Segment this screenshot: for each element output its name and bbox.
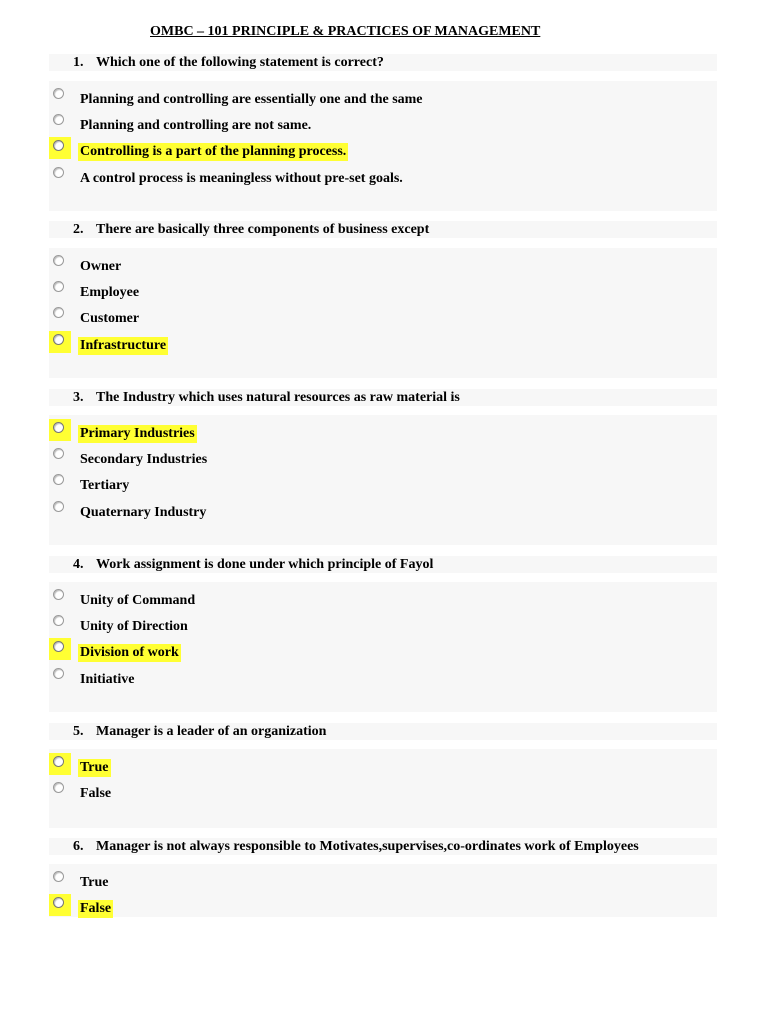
option-label: Planning and controlling are essentially one and the same bbox=[80, 92, 423, 107]
option-radio[interactable] bbox=[49, 471, 709, 497]
radio-icon[interactable] bbox=[53, 756, 64, 767]
option-radio[interactable] bbox=[49, 586, 709, 612]
option-radio[interactable] bbox=[49, 252, 709, 278]
question-number: 3. bbox=[73, 390, 84, 405]
radio-icon[interactable] bbox=[53, 641, 64, 652]
option-radio[interactable] bbox=[49, 419, 709, 445]
radio-icon[interactable] bbox=[53, 871, 64, 882]
option-label: Unity of Command bbox=[80, 593, 196, 608]
option-label: Controlling is a part of the planning process. bbox=[80, 144, 347, 159]
question-1 bbox=[49, 54, 717, 71]
option-radio[interactable] bbox=[49, 304, 709, 330]
question-3 bbox=[49, 389, 717, 406]
option-radio[interactable] bbox=[49, 779, 709, 805]
question-2 bbox=[49, 221, 717, 238]
option-radio[interactable] bbox=[49, 868, 709, 894]
question-4-options bbox=[49, 582, 717, 712]
question-number: 1. bbox=[73, 55, 84, 70]
radio-icon[interactable] bbox=[53, 615, 64, 626]
radio-icon[interactable] bbox=[53, 897, 64, 908]
question-3-options bbox=[49, 415, 717, 545]
option-radio[interactable] bbox=[49, 612, 709, 638]
option-label: Owner bbox=[80, 259, 122, 274]
question-number: 2. bbox=[73, 222, 84, 237]
option-label: Infrastructure bbox=[80, 338, 167, 353]
option-radio[interactable] bbox=[49, 445, 709, 471]
radio-icon[interactable] bbox=[53, 114, 64, 125]
radio-icon[interactable] bbox=[53, 501, 64, 512]
question-5 bbox=[49, 723, 717, 740]
option-radio[interactable] bbox=[49, 753, 709, 779]
option-label: Planning and controlling are not same. bbox=[80, 118, 312, 133]
radio-icon[interactable] bbox=[53, 140, 64, 151]
radio-icon[interactable] bbox=[53, 281, 64, 292]
question-2-options bbox=[49, 248, 717, 378]
option-radio[interactable] bbox=[49, 164, 709, 190]
question-6-options bbox=[49, 864, 717, 917]
question-text: Work assignment is done under which principle of Fayol bbox=[96, 557, 434, 572]
option-label: False bbox=[80, 786, 112, 801]
option-radio[interactable] bbox=[49, 278, 709, 304]
question-number: 6. bbox=[73, 839, 84, 854]
option-label: A control process is meaningless without pre-set goals. bbox=[80, 171, 403, 186]
document-title: OMBC – 101 PRINCIPLE & PRACTICES OF MANAGEMENT bbox=[150, 24, 541, 39]
radio-icon[interactable] bbox=[53, 422, 64, 433]
option-label: Unity of Direction bbox=[80, 619, 188, 634]
option-label: True bbox=[80, 875, 109, 890]
question-number: 5. bbox=[73, 724, 84, 739]
option-label: Secondary Industries bbox=[80, 452, 208, 467]
option-label: Initiative bbox=[80, 672, 135, 687]
option-radio[interactable] bbox=[49, 894, 709, 920]
question-6 bbox=[49, 838, 717, 855]
option-radio[interactable] bbox=[49, 137, 709, 163]
radio-icon[interactable] bbox=[53, 782, 64, 793]
question-text: The Industry which uses natural resources as raw material is bbox=[96, 390, 460, 405]
option-radio[interactable] bbox=[49, 331, 709, 357]
option-radio[interactable] bbox=[49, 85, 709, 111]
radio-icon[interactable] bbox=[53, 255, 64, 266]
option-label: Division of work bbox=[80, 645, 179, 660]
radio-icon[interactable] bbox=[53, 474, 64, 485]
option-label: Tertiary bbox=[80, 478, 130, 493]
radio-icon[interactable] bbox=[53, 88, 64, 99]
option-radio[interactable] bbox=[49, 111, 709, 137]
radio-icon[interactable] bbox=[53, 589, 64, 600]
question-number: 4. bbox=[73, 557, 84, 572]
question-text: Which one of the following statement is correct? bbox=[96, 55, 384, 70]
question-5-options bbox=[49, 749, 717, 828]
option-label: Quaternary Industry bbox=[80, 505, 207, 520]
option-label: False bbox=[80, 901, 112, 916]
option-label: True bbox=[80, 760, 109, 775]
option-label: Employee bbox=[80, 285, 140, 300]
question-4 bbox=[49, 556, 717, 573]
option-label: Customer bbox=[80, 311, 140, 326]
radio-icon[interactable] bbox=[53, 334, 64, 345]
option-radio[interactable] bbox=[49, 498, 709, 524]
option-radio[interactable] bbox=[49, 665, 709, 691]
question-1-options bbox=[49, 81, 717, 211]
radio-icon[interactable] bbox=[53, 448, 64, 459]
radio-icon[interactable] bbox=[53, 307, 64, 318]
question-text: Manager is not always responsible to Motivates,supervises,co-ordinates work of Employees bbox=[96, 839, 639, 854]
option-radio[interactable] bbox=[49, 638, 709, 664]
option-label: Primary Industries bbox=[80, 426, 195, 441]
radio-icon[interactable] bbox=[53, 167, 64, 178]
question-text: There are basically three components of business except bbox=[96, 222, 430, 237]
radio-icon[interactable] bbox=[53, 668, 64, 679]
question-text: Manager is a leader of an organization bbox=[96, 724, 327, 739]
